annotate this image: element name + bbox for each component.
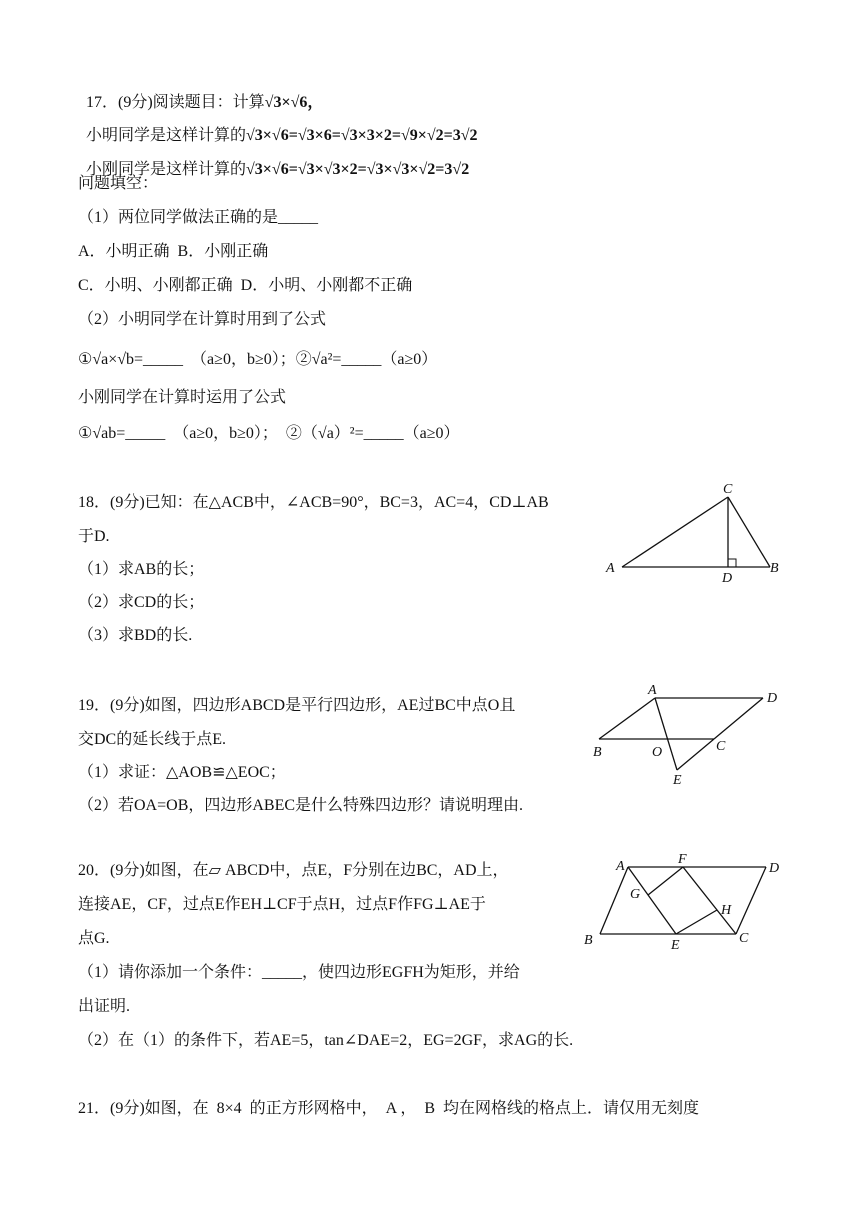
q19-label-b: B [593,745,602,760]
q17-part2: （2）小明同学在计算时用到了公式 [78,311,327,328]
q21-line1: 21．(9分)如图，在 8×4 的正方形网格中， A ， B 均在网格线的格点上．请仅用无刻度 [78,1100,700,1117]
q19-label-d: D [767,691,778,706]
q18-sub3: （3）求BD的长. [78,627,193,644]
q19-label-o: O [652,745,663,760]
q20-label-f: F [678,852,687,867]
q20-label-c: C [739,931,749,946]
q19-label-e: E [673,773,682,788]
q18-triangle-figure [598,478,788,588]
q17-ming-expr: √3×√6=√3×6=√3×3×2=√9×√2=3√2 [246,127,478,144]
q20-label-g: G [630,887,641,902]
q19-sub1: （1）求证：△AOB≌△EOC； [78,764,286,781]
q17-formula-ming: ①√a×√b=_____ （a≥0，b≥0）；②√a²=_____（a≥0） [78,351,438,368]
q17-gang-prefix: 小刚同学是这样计算的 [86,161,247,178]
q17-ming-prefix: 小明同学是这样计算的 [86,127,247,144]
q17-formula-gang: ①√ab=_____ （a≥0，b≥0）； ②（√a）²=_____（a≥0） [78,425,460,442]
q19-sub2: （2）若OA=OB，四边形ABEC是什么特殊四边形？请说明理由. [78,797,524,814]
q20-sub2: （2）在（1）的条件下，若AE=5，tan∠DAE=2，EG=2GF，求AG的长. [78,1032,574,1049]
q17-title: 17．(9分)阅读题目：计算 [86,94,265,111]
q19-label-a: A [648,683,657,698]
q18-label-d: D [722,571,733,586]
q18-sub2: （2）求CD的长； [78,594,205,611]
q17-options-cd: C．小明、小刚都正确 D．小明、小刚都不正确 [78,277,413,294]
q20-sub1: （1）请你添加一个条件：_____，使四边形EGFH为矩形，并给 [78,964,520,981]
q20-line2: 连接AE，CF，过点E作EH⊥CF于点H，过点F作FG⊥AE于 [78,896,486,913]
q17-part1: （1）两位同学做法正确的是_____ [78,209,319,226]
q19-label-c: C [716,739,726,754]
q20-line3: 点G. [78,930,110,947]
q17-options-ab: A．小明正确 B．小刚正确 [78,243,269,260]
q17-fill-title: 问题填空： [78,175,159,192]
q18-label-a: A [606,561,615,576]
q17-gang-expr: √3×√6=√3×√3×2=√3×√3×√2=3√2 [246,161,470,178]
q18-label-b: B [770,561,779,576]
q20-label-h: H [721,903,732,918]
q20-parallelogram-figure [578,850,788,955]
q18-line2: 于D. [78,528,110,545]
q18-line1: 18．(9分)已知：在△ACB中，∠ACB=90°，BC=3，AC=4，CD⊥AB [78,494,549,511]
q19-line2: 交DC的延长线于点E. [78,731,227,748]
q18-label-c: C [723,482,733,497]
q20-line1: 20．(9分)如图，在▱ ABCD中，点E，F分别在边BC，AD上， [78,862,509,879]
q20-label-e: E [671,938,680,953]
q20-label-d: D [769,861,780,876]
q17-calc-expr: √3×√6， [264,94,324,111]
q19-line1: 19．(9分)如图，四边形ABCD是平行四边形，AE过BC中点O且 [78,697,516,714]
q19-parallelogram-figure [585,678,785,788]
q17-part3: 小刚同学在计算时运用了公式 [78,389,287,406]
q20-label-a: A [616,859,625,874]
q18-sub1: （1）求AB的长； [78,561,205,578]
q20-label-b: B [584,933,593,948]
q20-sub1b: 出证明. [78,998,131,1015]
